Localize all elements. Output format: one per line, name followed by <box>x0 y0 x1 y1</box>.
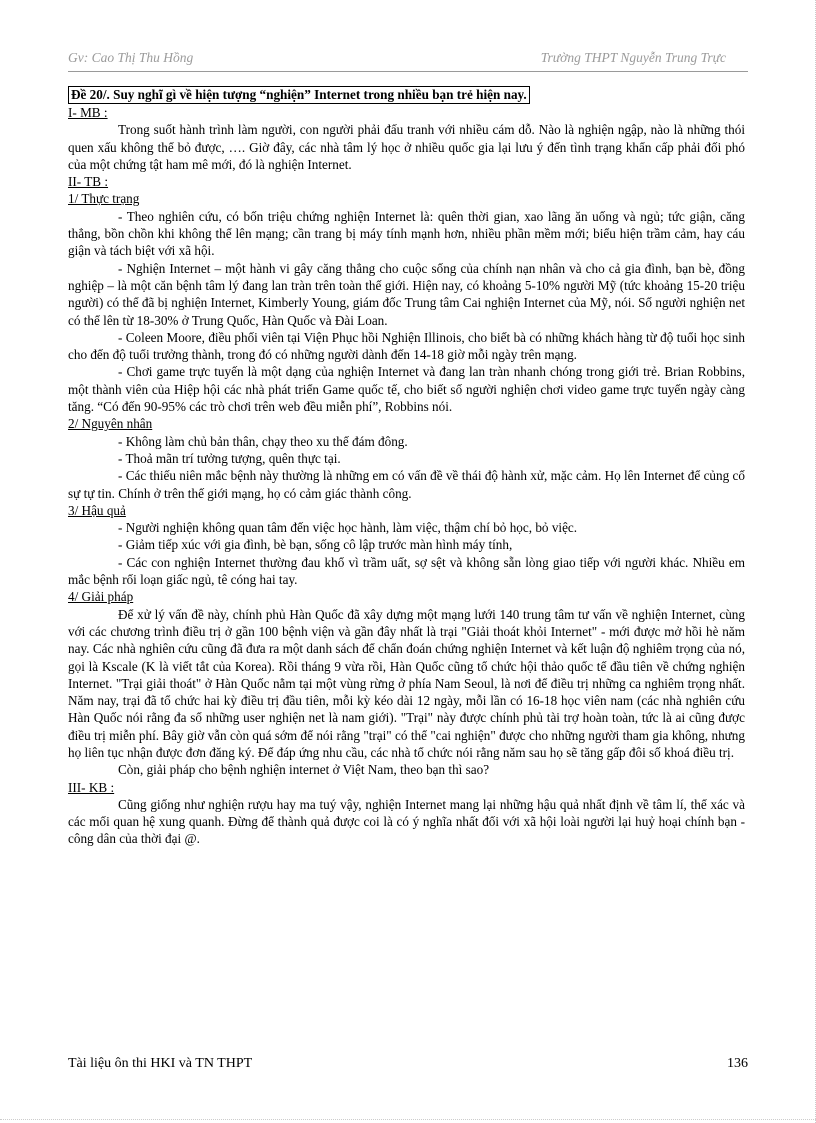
essay-title: Đề 20/. Suy nghĩ gì về hiện tượng “nghiện” Internet trong nhiều bạn trẻ hiện nay. <box>68 86 530 104</box>
thuc-trang-item: - Coleen Moore, điều phối viên tại Viện Phục hồi Nghiện Illinois, cho biết bà có những khách hàng từ độ tuổi học sinh cho đến độ tuổi trưởng thành, trong đó có những người dành đến 14-18 giờ mỗi ngày trên mạng. <box>68 329 745 363</box>
giai-phap-question: Còn, giải pháp cho bệnh nghiện internet ở Việt Nam, theo bạn thì sao? <box>118 762 490 778</box>
subsection-heading-hau-qua: 3/ Hậu quả <box>68 502 126 518</box>
hau-qua-item: - Giảm tiếp xúc với gia đình, bè bạn, sống cô lập trước màn hình máy tính, <box>118 537 513 553</box>
thuc-trang-item: - Chơi game trực tuyến là một dạng của nghiện Internet và đang lan tràn nhanh chóng trong giới trẻ. Brian Robbins, một thành viên của Hiệp hội các nhà phát triển Game quốc tế, cho biết số người nghiện chơi video game trực tuyến ngày càng tăng. “Có đến 90-95% các trò chơi trên web đều miễn phí”, Robbins nói. <box>68 364 745 415</box>
footer-document-title: Tài liệu ôn thi HKI và TN THPT <box>68 1056 253 1071</box>
nguyen-nhan-item: - Không làm chủ bản thân, chạy theo xu thế đám đông. <box>118 433 408 449</box>
thuc-trang-item: - Theo nghiên cứu, có bốn triệu chứng nghiện Internet là: quên thời gian, xao lãng ăn uống và ngủ; tức giận, căng thẳng, bồn chồn khi không thể lên mạng; cần trang bị máy tính mạnh hơn, nhiều phần mềm mới; biểu hiện trầm cảm, hay cáu giận và tách biệt với xã hội. <box>68 208 745 259</box>
thuc-trang-item: - Nghiện Internet – một hành vi gây căng thẳng cho cuộc sống của chính nạn nhân và cho cả gia đình, bạn bè, đồng nghiệp – là một căn bệnh tâm lý đang lan tràn trên toàn thế giới. Hiện nay, có khoảng 5-10% người Mỹ (tức khoảng 15-20 triệu người) có thể đã bị nghiện Internet, Kimberly Young, giám đốc Trung tâm Cai nghiện Internet của Mỹ, nói. Số người nghiện net có thể lên từ 18-30% ở Trung Quốc, Hàn Quốc và Đài Loan. <box>68 260 745 328</box>
subsection-heading-giai-phap: 4/ Giải pháp <box>68 589 134 605</box>
mb-paragraph: Trong suốt hành trình làm người, con người phải đấu tranh với nhiều cám dỗ. Nào là nghiện ngập, nào là những thói quen xấu không thể bỏ được, …. Giờ đây, các nhà tâm lý học ở nhiều quốc gia lại lưu ý đến tình trạng khẩn cấp phải đối phó của một chứng tật ham mê mới, đó là nghiện Internet. <box>68 122 745 172</box>
header-school: Trường THPT Nguyễn Trung Trực <box>540 50 726 65</box>
nguyen-nhan-item: - Thoả mãn trí tưởng tượng, quên thực tại. <box>118 450 341 466</box>
document-body <box>68 86 745 848</box>
header-divider <box>68 71 748 72</box>
page-header <box>68 50 748 70</box>
page-number: 136 <box>727 1056 748 1071</box>
header-teacher: Gv: Cao Thị Thu Hồng <box>68 50 194 65</box>
section-heading-mb: I- MB : <box>68 105 108 120</box>
subsection-heading-nguyen-nhan: 2/ Nguyên nhân <box>68 416 153 432</box>
section-heading-tb: II- TB : <box>68 174 109 190</box>
essay-title-box <box>68 86 745 104</box>
nguyen-nhan-item: - Các thiếu niên mắc bệnh này thường là những em có vấn đề về thái độ hành xử, mặc cảm. Họ lên Internet để củng cố sự tự tin. Chính ở trên thế giới mạng, họ có cảm giác thành công. <box>68 468 745 501</box>
page-bottom-edge <box>0 1119 816 1120</box>
giai-phap-paragraph: Để xử lý vấn đề này, chính phủ Hàn Quốc đã xây dựng một mạng lưới 140 trung tâm tư vấn về nghiện Internet, cùng với các chương trình điều trị ở gần 100 bệnh viện và gần đây nhất là trại "Giải thoát khỏi Internet" - mới được mở hồi hè năm nay. Các nhà nghiên cứu cũng đã đưa ra một danh sách để chẩn đoán chứng nghiện Internet và kết luận độ nghiêm trọng của nó, gọi là Kscale (K là viết tắt của Korea). Rồi tháng 9 vừa rồi, Hàn Quốc cũng tổ chức hội thảo quốc tế đầu tiên về chứng nghiện Internet. "Trại giải thoát" ở Hàn Quốc nằm tại một vùng rừng ở phía Nam Seoul, là nơi để điều trị những ca nghiêm trọng nhất. Năm nay, trại đã tổ chức hai kỳ điều trị đầu tiên, mỗi kỳ kéo dài 12 ngày, mỗi lần có 16-18 học viên nam (các nhà nghiên cứu Hàn Quốc nói rằng đa số những user nghiện net là nam giới). "Trại" này được chính phủ tài trợ hoàn toàn, tức là ai cũng được điều trị miễn phí. Bây giờ vẫn còn quá sớm để nói rằng "trại" có thể "cai nghiện" được cho những người tham gia không, nhưng họ liên tục nhận được đơn đăng ký. Để đáp ứng nhu cầu, các nhà tổ chức nói rằng năm sau họ sẽ tăng gấp đôi số khoá điều trị. <box>68 606 745 760</box>
subsection-heading-thuc-trang: 1/ Thực trạng <box>68 191 140 207</box>
page-footer <box>68 1056 748 1076</box>
section-heading-kb: III- KB : <box>68 779 115 795</box>
hau-qua-item: - Người nghiện không quan tâm đến việc học hành, làm việc, thậm chí bỏ học, bỏ việc. <box>118 520 578 536</box>
hau-qua-item: - Các con nghiện Internet thường đau khổ vì trầm uất, sợ sệt và không sẵn lòng giao tiếp với người khác. Nhiều em mắc bệnh rối loạn giấc ngủ, tê cóng hai tay. <box>68 554 745 588</box>
kb-paragraph: Cũng giống như nghiện rượu hay ma tuý vậy, nghiện Internet mang lại những hậu quả nhất định về tâm lí, thể xác và các mối quan hệ xung quanh. Đừng để thành quả được coi là có ý nghĩa nhất đối với xã hội loài người lại huỷ hoại chính bạn - công dân của thời đại @. <box>68 796 745 847</box>
